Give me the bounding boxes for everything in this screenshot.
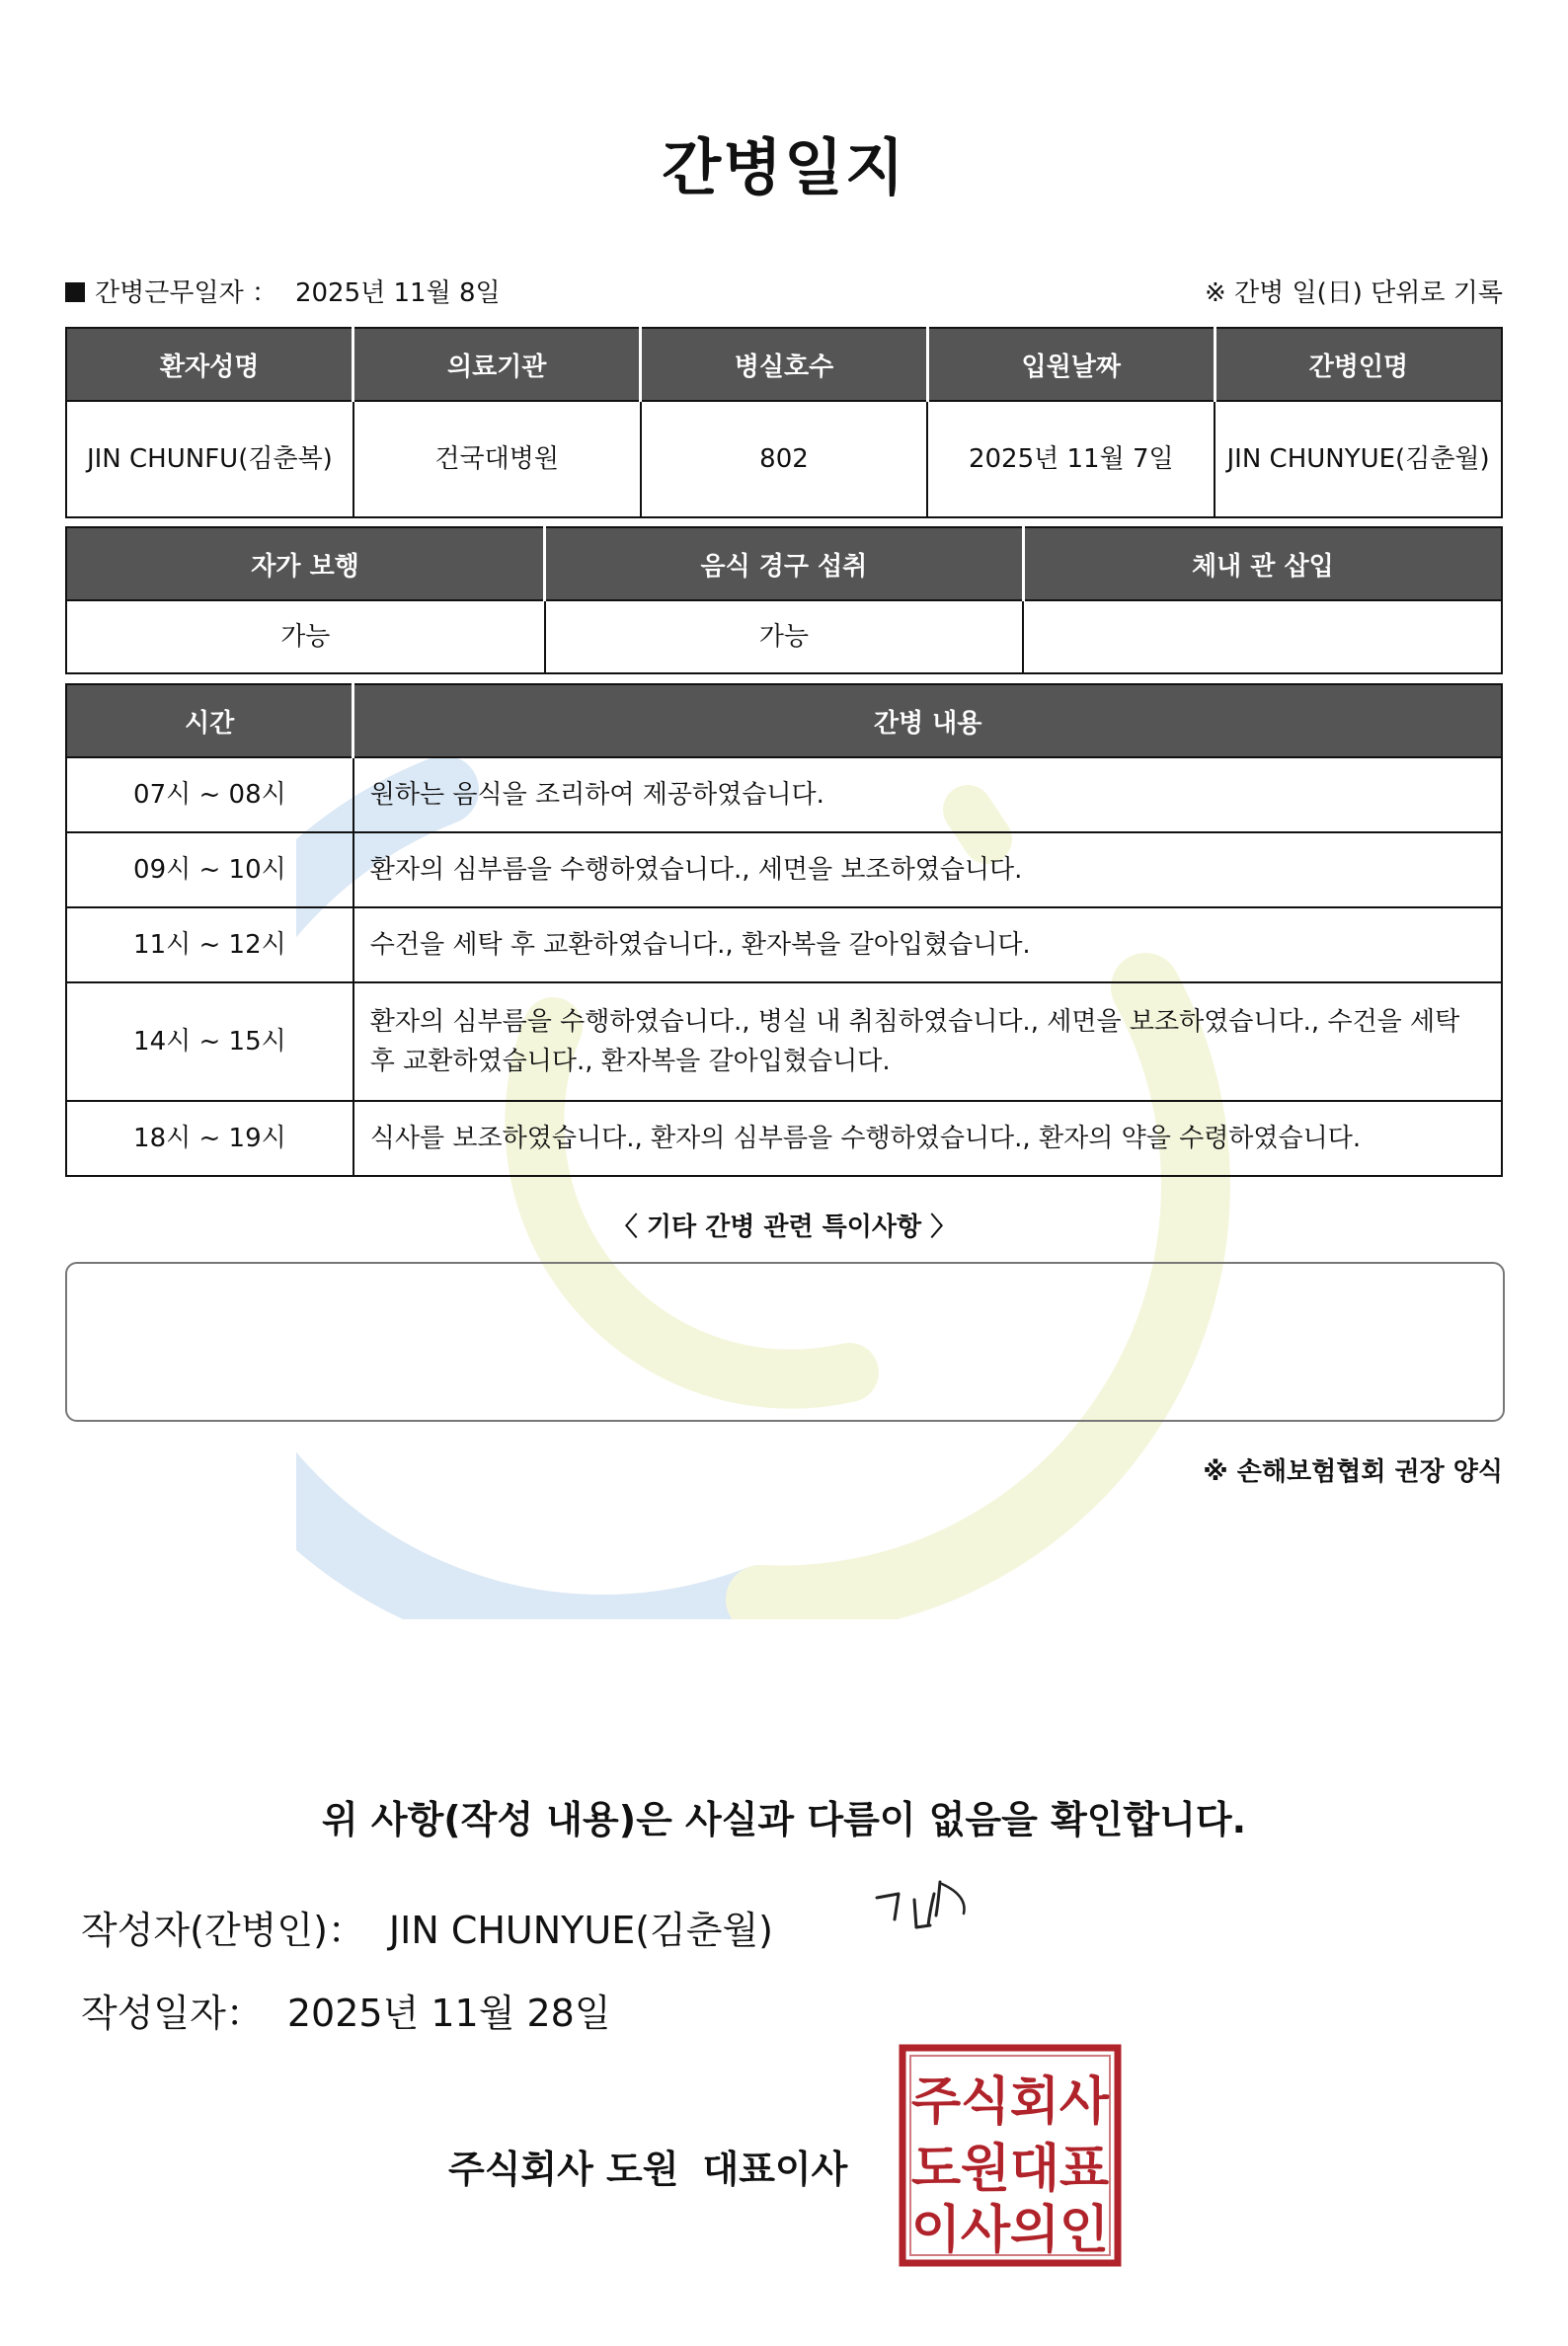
care-content-cell: 환자의 심부름을 수행하였습니다., 병실 내 취침하였습니다., 세면을 보조하였습니다., 수건을 세탁 후 교환하였습니다., 환자복을 갈아입혔습니다. — [353, 982, 1502, 1101]
special-notes-box — [65, 1262, 1505, 1422]
time-cell: 18시 ~ 19시 — [66, 1101, 353, 1176]
svg-text:회: 회 — [1009, 2072, 1060, 2132]
svg-text:인: 인 — [1058, 2201, 1110, 2260]
company-name: 주식회사 도원 — [448, 2148, 679, 2191]
time-cell: 09시 ~ 10시 — [66, 832, 353, 907]
care-content-header: 간병 내용 — [353, 684, 1502, 757]
room-number-header: 병실호수 — [641, 328, 928, 401]
table-header-row — [66, 328, 1502, 401]
work-date-value: 2025년 11월 8일 — [294, 278, 501, 308]
company-seal-stamp — [899, 2044, 1122, 2267]
admission-date-cell: 2025년 11월 7일 — [927, 401, 1215, 517]
care-content-cell: 수건을 세탁 후 교환하였습니다., 환자복을 갈아입혔습니다. — [353, 907, 1502, 982]
time-header: 시간 — [66, 684, 353, 757]
work-date-label: 간병근무일자 ： — [95, 278, 277, 308]
patient-name-header: 환자성명 — [66, 328, 353, 401]
writer-line — [81, 1900, 773, 1954]
oral-intake-cell: 가능 — [545, 600, 1024, 673]
written-date-line — [81, 1983, 611, 2037]
record-note: ※ 간병 일(日) 단위로 기록 — [1204, 278, 1503, 308]
time-cell: 07시 ~ 08시 — [66, 757, 353, 832]
self-walking-header: 자가 보행 — [66, 527, 545, 600]
square-bullet-icon — [65, 282, 85, 302]
special-notes-heading: 〈 기타 간병 관련 특이사항 〉 — [611, 1212, 957, 1242]
caregiver-name-cell: JIN CHUNYUE(김춘월) — [1215, 401, 1502, 517]
care-content-cell: 식사를 보조하였습니다., 환자의 심부름을 수행하였습니다., 환자의 약을 수령하였습니다. — [353, 1101, 1502, 1176]
tube-insertion-header: 체내 관 삽입 — [1023, 527, 1502, 600]
self-walking-cell: 가능 — [66, 600, 545, 673]
hospital-cell: 건국대병원 — [353, 401, 641, 517]
caregiver-name-header: 간병인명 — [1215, 328, 1502, 401]
svg-text:도: 도 — [910, 2140, 962, 2199]
svg-text:주: 주 — [910, 2072, 962, 2132]
svg-text:원: 원 — [960, 2140, 1011, 2199]
care-content-cell: 환자의 심부름을 수행하였습니다., 세면을 보조하였습니다. — [353, 832, 1502, 907]
care-log-table — [65, 683, 1503, 1177]
company-signature-line — [448, 2139, 847, 2193]
table-header-row — [66, 684, 1502, 757]
writer-label: 작성자(간병인)： — [81, 1909, 365, 1952]
table-row — [66, 1101, 1502, 1176]
patient-info-table — [65, 327, 1503, 518]
svg-text:이: 이 — [910, 2201, 962, 2260]
document-title: 간병일지 — [662, 131, 906, 203]
written-date-label: 작성일자： — [81, 1992, 264, 2035]
hospital-header: 의료기관 — [353, 328, 641, 401]
care-content-cell: 원하는 음식을 조리하여 제공하였습니다. — [353, 757, 1502, 832]
table-row — [66, 907, 1502, 982]
table-row — [66, 982, 1502, 1101]
patient-name-cell: JIN CHUNFU(김춘복) — [66, 401, 353, 517]
patient-status-table — [65, 526, 1503, 674]
writer-value: JIN CHUNYUE(김춘월) — [388, 1909, 773, 1952]
oral-intake-header: 음식 경구 섭취 — [545, 527, 1024, 600]
handwritten-signature — [869, 1876, 987, 1945]
time-cell: 11시 ~ 12시 — [66, 907, 353, 982]
table-row — [66, 832, 1502, 907]
confirmation-statement: 위 사항(작성 내용)은 사실과 다름이 없음을 확인합니다. — [321, 1798, 1247, 1841]
svg-text:사: 사 — [960, 2201, 1011, 2260]
table-header-row — [66, 527, 1502, 600]
svg-text:표: 표 — [1058, 2140, 1110, 2199]
svg-text:대: 대 — [1009, 2140, 1060, 2199]
representative-title: 대표이사 — [702, 2148, 848, 2191]
room-number-cell: 802 — [641, 401, 928, 517]
tube-insertion-cell — [1023, 600, 1502, 673]
form-source-note: ※ 손해보험협회 권장 양식 — [1203, 1457, 1503, 1487]
svg-text:식: 식 — [960, 2072, 1011, 2132]
table-row — [66, 401, 1502, 517]
work-date — [65, 273, 501, 309]
svg-text:사: 사 — [1058, 2072, 1110, 2132]
table-row — [66, 600, 1502, 673]
time-cell: 14시 ~ 15시 — [66, 982, 353, 1101]
table-row — [66, 757, 1502, 832]
written-date-value: 2025년 11월 28일 — [286, 1992, 611, 2035]
admission-date-header: 입원날짜 — [927, 328, 1215, 401]
svg-text:의: 의 — [1009, 2201, 1060, 2260]
